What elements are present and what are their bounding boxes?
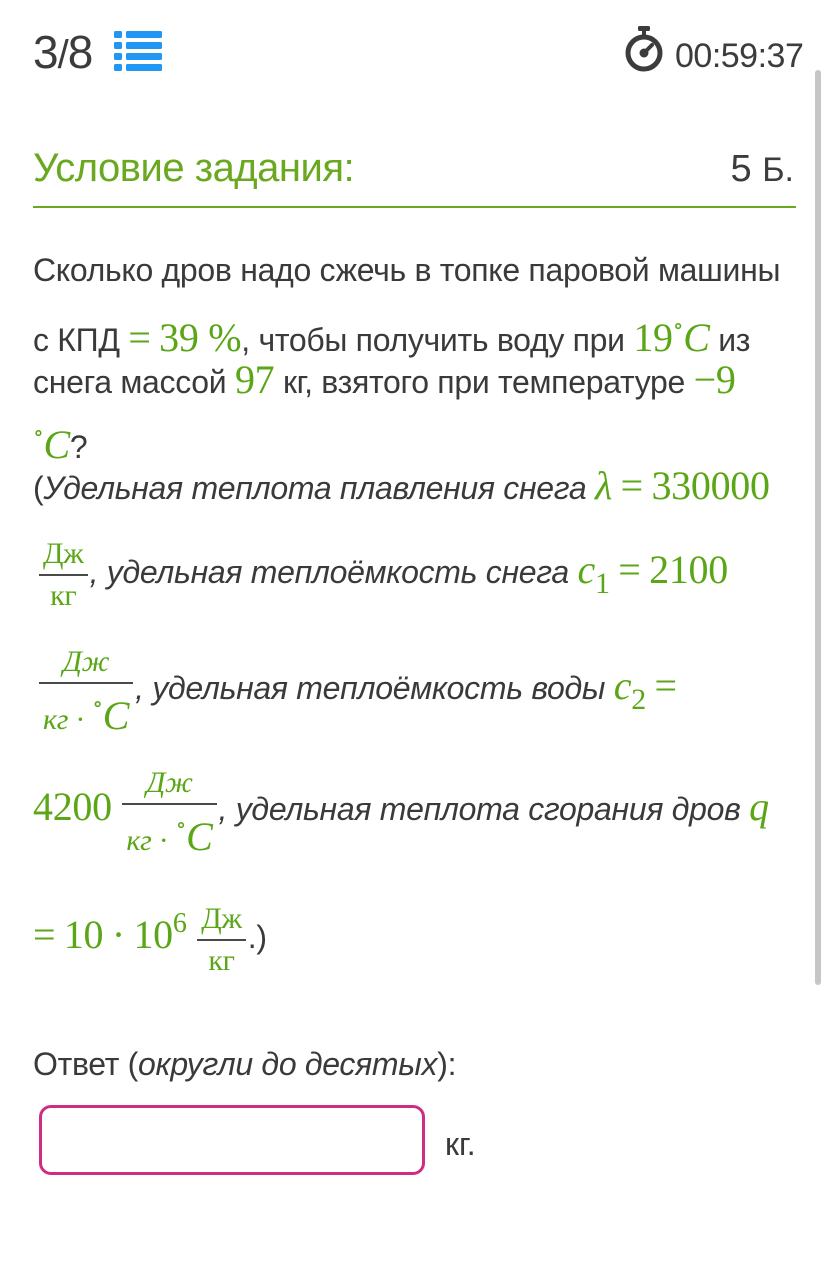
fraction-denominator: кг	[50, 578, 77, 612]
math-equals: =	[654, 663, 677, 708]
problem-text-part: , чтобы получить воду при	[241, 322, 625, 358]
divider	[33, 206, 796, 208]
math-fraction-j-per-kg	[197, 899, 246, 981]
math-q-value: 10	[63, 912, 104, 957]
problem-text-part: Удельная теплота плавления снега	[43, 470, 587, 506]
math-water-temp: 19	[633, 315, 673, 360]
math-equals: =	[33, 912, 56, 957]
problem-line-1	[33, 248, 803, 302]
math-equals: =	[128, 315, 151, 360]
fraction-denominator	[39, 684, 133, 740]
math-snow-temp: −9	[693, 357, 736, 402]
answer-label-end: ):	[437, 1046, 457, 1082]
progress-separator: /	[57, 33, 68, 77]
fraction-celsius: C	[186, 813, 213, 859]
problem-text-part: из	[718, 322, 751, 358]
task-progress	[33, 26, 92, 81]
fraction-dot: ·	[158, 823, 169, 857]
fraction-denominator: кг	[208, 943, 235, 977]
problem-text-part: , удельная теплоёмкость воды	[135, 670, 606, 706]
math-equals: =	[618, 547, 641, 592]
math-kpd-value: 39 %	[159, 315, 242, 360]
answer-label	[33, 1042, 456, 1086]
close-paren: .)	[247, 919, 267, 955]
problem-text	[33, 248, 803, 980]
math-fraction-j-per-kg	[39, 534, 88, 616]
math-degree: ∘	[175, 811, 187, 837]
fraction-kg: кг	[43, 702, 69, 736]
problem-line-7	[37, 626, 803, 746]
scrollbar[interactable]	[815, 70, 821, 985]
fraction-numerator: Дж	[146, 765, 193, 799]
header	[0, 0, 828, 110]
math-degree: ∘	[92, 690, 103, 716]
problem-text-part: с КПД	[33, 322, 120, 358]
problem-text-part: кг, взятого при температуре	[282, 364, 686, 400]
math-c: c	[577, 547, 595, 592]
stopwatch-icon	[624, 24, 664, 72]
math-snow-mass: 97	[234, 357, 275, 402]
problem-line-8	[33, 746, 803, 868]
math-q-base: 10	[133, 912, 173, 957]
problem-question-mark: ?	[69, 429, 88, 465]
math-subscript: 1	[594, 567, 610, 600]
math-lambda-value: 330000	[651, 463, 770, 508]
current-task: 3	[33, 26, 58, 78]
open-paren: (	[33, 470, 44, 506]
problem-line-3	[33, 356, 803, 408]
math-fraction-j-per-kg-c	[122, 763, 216, 861]
math-q: q	[749, 784, 769, 829]
fraction-numerator: Дж	[62, 644, 110, 678]
points-value: 5	[730, 148, 752, 190]
math-c: c	[613, 663, 632, 708]
problem-line-9	[33, 868, 803, 980]
answer-label-start: Ответ (	[33, 1046, 139, 1082]
problem-text-part: , удельная теплоёмкость снега	[89, 554, 569, 590]
fraction-denominator	[122, 805, 216, 861]
points	[731, 146, 794, 193]
problem-text-part: Сколько дров надо сжечь в топке паровой машины	[33, 252, 781, 288]
fraction-numerator: Дж	[43, 536, 84, 570]
fraction-celsius: C	[102, 692, 130, 738]
math-fraction-j-per-kg-c	[39, 642, 133, 740]
math-c1-value: 2100	[649, 547, 728, 592]
problem-line-6	[37, 514, 803, 626]
math-exponent: 6	[172, 908, 187, 939]
total-tasks: 8	[67, 26, 93, 78]
problem-text-part: , удельная теплота сгорания дров	[218, 791, 741, 827]
problem-line-4	[33, 408, 803, 467]
section-title: Условие задания:	[33, 146, 355, 190]
math-degree: ∘	[33, 420, 44, 445]
math-dot: ·	[111, 912, 125, 957]
answer-input[interactable]	[39, 1105, 425, 1175]
math-degree: ∘	[672, 313, 684, 338]
answer-unit: кг.	[445, 1126, 476, 1162]
fraction-numerator: Дж	[201, 901, 242, 935]
answer-label-hint: округли до десятых	[138, 1046, 438, 1082]
math-celsius: C	[43, 422, 70, 467]
timer: 00:59:37	[675, 37, 804, 75]
math-celsius: C	[683, 315, 710, 360]
problem-text-part: снега массой	[33, 364, 227, 400]
points-unit: Б.	[762, 151, 794, 189]
math-c2-value: 4200	[33, 784, 112, 829]
list-icon[interactable]	[114, 30, 162, 72]
fraction-dot: ·	[75, 702, 86, 736]
problem-line-2	[33, 302, 803, 360]
fraction-kg: кг	[126, 823, 152, 857]
math-subscript: 2	[631, 683, 646, 716]
math-equals: =	[620, 463, 643, 508]
math-lambda: λ	[594, 463, 613, 508]
problem-line-5	[33, 464, 803, 514]
